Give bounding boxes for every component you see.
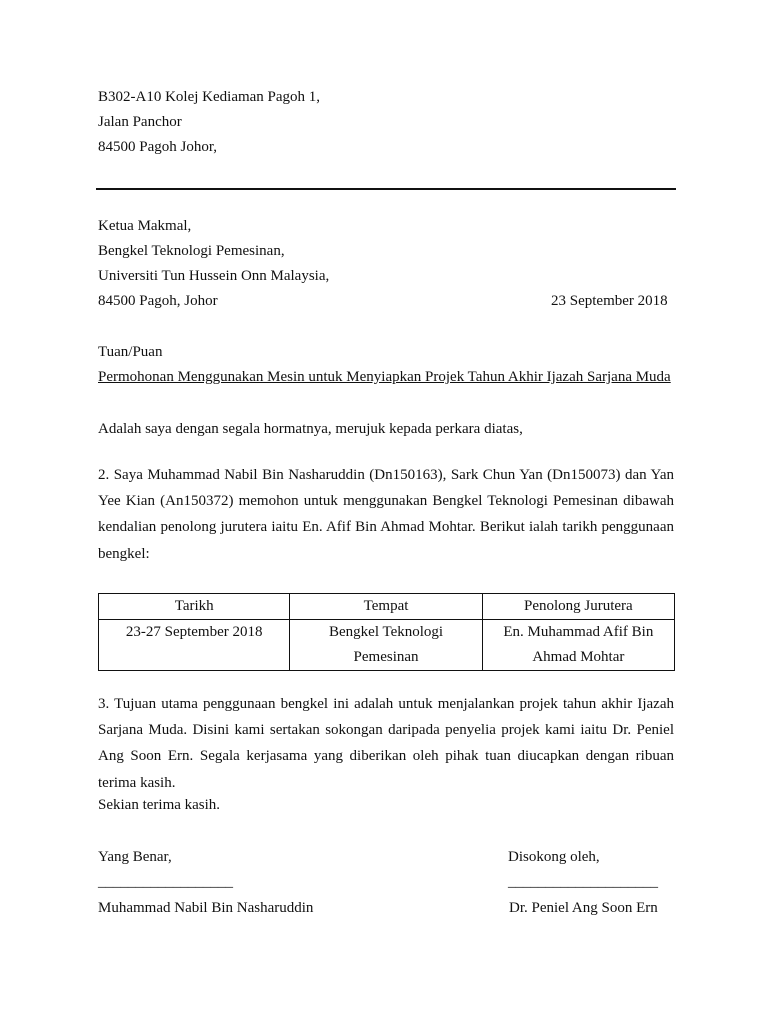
signature-right-label: Disokong oleh, — [508, 849, 600, 865]
table-row — [99, 620, 675, 671]
signature-left-line: __________________ — [98, 874, 233, 890]
salutation: Tuan/Puan — [98, 344, 163, 360]
letter-date: 23 September 2018 — [551, 293, 668, 309]
sender-address-line-3: 84500 Pagoh Johor, — [98, 139, 217, 155]
paragraph-2: 2. Saya Muhammad Nabil Bin Nasharuddin (Dn150163), Sark Chun Yan (Dn150073) dan Yan Yee Kian (An150372) memohon untuk menggunakan Bengkel Teknologi Pemesinan dibawah kendalian penolong jurutera iaitu En. Afif Bin Ahmad Mohtar. Berikut ialah tarikh penggunaan bengkel: — [98, 467, 674, 562]
closing-line: Sekian terima kasih. — [98, 797, 221, 813]
table-header-tempat: Tempat — [290, 594, 482, 620]
sender-address-line-1: B302-A10 Kolej Kediaman Pagoh 1, — [98, 89, 321, 105]
divider-rule — [96, 188, 676, 190]
subject-line: Permohonan Menggunakan Mesin untuk Menyiapkan Projek Tahun Akhir Ijazah Sarjana Muda — [98, 369, 671, 385]
usage-table — [98, 593, 675, 671]
signature-right-line: ____________________ — [508, 874, 658, 890]
recipient-address-line-4: 84500 Pagoh, Johor — [98, 293, 218, 309]
table-cell-penolong: En. Muhammad Afif Bin Ahmad Mohtar — [482, 620, 674, 671]
sender-address-line-2: Jalan Panchor — [98, 114, 182, 130]
table-header-row — [99, 594, 675, 620]
signature-left-name: Muhammad Nabil Bin Nasharuddin — [98, 900, 314, 916]
opening-line: Adalah saya dengan segala hormatnya, merujuk kepada perkara diatas, — [98, 421, 523, 437]
paragraph-3: 3. Tujuan utama penggunaan bengkel ini adalah untuk menjalankan projek tahun akhir Ijazah Sarjana Muda. Disini kami sertakan sokongan daripada penyelia projek kami iaitu Dr. Peniel Ang Soon Ern. Segala kerjasama yang diberikan oleh pihak tuan diucapkan dengan ribuan terima kasih. — [98, 696, 674, 791]
recipient-address-line-1: Ketua Makmal, — [98, 218, 192, 234]
recipient-address-line-3: Universiti Tun Hussein Onn Malaysia, — [98, 268, 330, 284]
recipient-address-line-2: Bengkel Teknologi Pemesinan, — [98, 243, 285, 259]
signature-right-name: Dr. Peniel Ang Soon Ern — [509, 900, 658, 916]
table-cell-tarikh: 23-27 September 2018 — [99, 620, 290, 671]
table-header-tarikh: Tarikh — [99, 594, 290, 620]
signature-left-label: Yang Benar, — [98, 849, 172, 865]
table-header-penolong: Penolong Jurutera — [482, 594, 674, 620]
table-cell-tempat: Bengkel Teknologi Pemesinan — [290, 620, 482, 671]
